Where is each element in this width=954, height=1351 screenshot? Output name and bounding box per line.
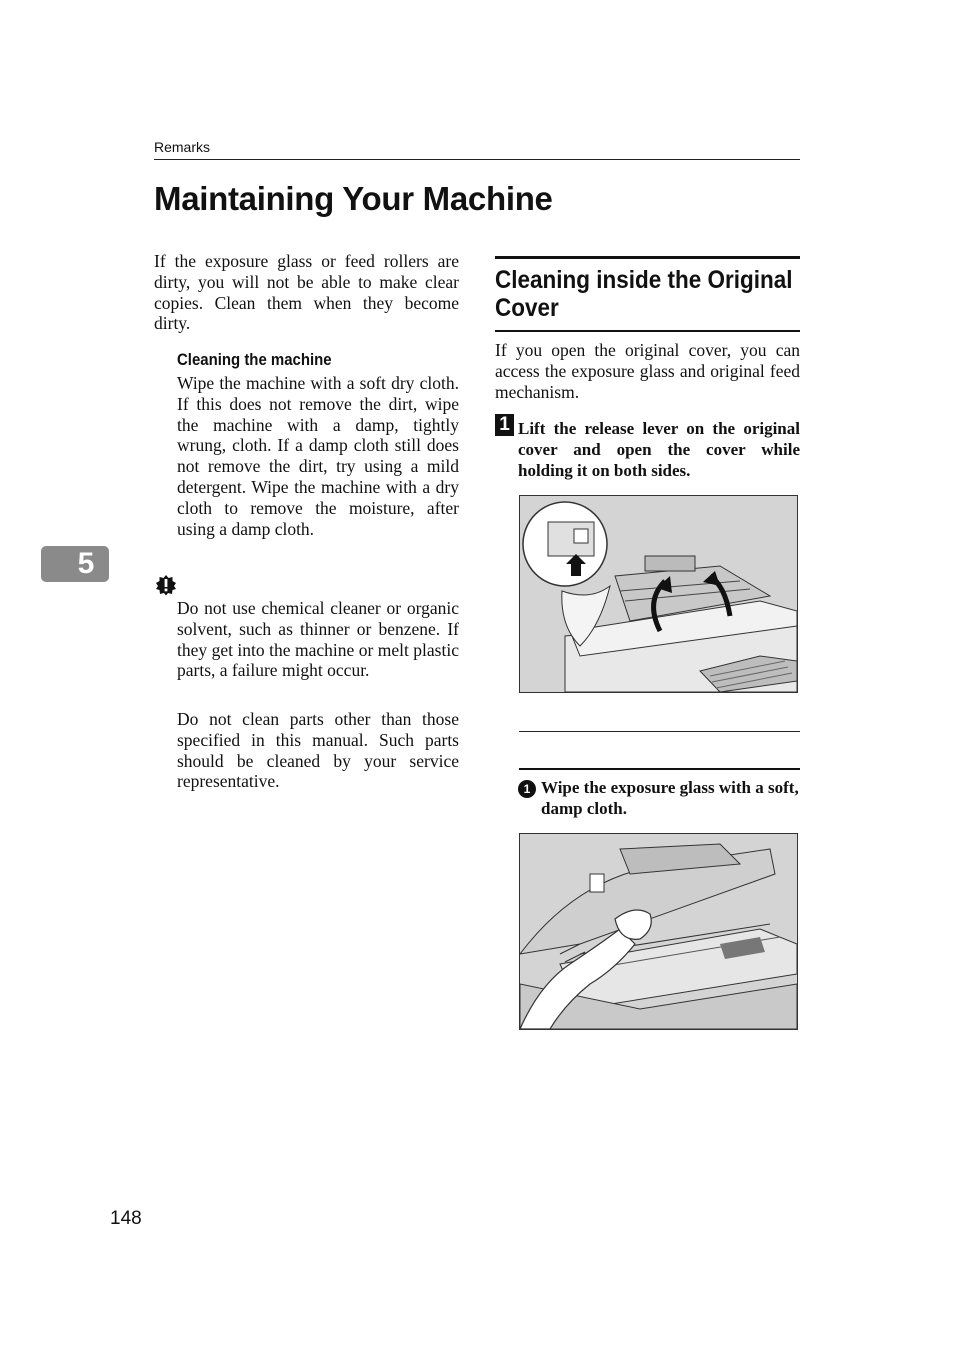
figure-wipe-exposure-glass — [519, 833, 798, 1030]
intro-paragraph: If the exposure glass or feed rollers are dirty, you will not be able to make clear copies. Clean them when they become dirty. — [154, 251, 459, 334]
figure-open-original-cover — [519, 495, 798, 693]
important-note-1: Do not use chemical cleaner or organic solvent, such as thinner or benzene. If they get into the machine or melt plastic parts, a failure might occur. — [177, 598, 459, 681]
substep-1-badge: 1 — [518, 780, 536, 798]
step-1-text: Lift the release lever on the original cover and open the cover while holding it on both sides. — [518, 419, 800, 480]
substep-rule — [519, 768, 800, 770]
section-rule-bottom — [495, 330, 800, 332]
important-note-2: Do not clean parts other than those specified in this manual. Such parts should be cleaned by your service representative. — [177, 709, 459, 792]
section-intro-paragraph: If you open the original cover, you can access the exposure glass and original feed mechanism. — [495, 340, 800, 402]
cleaning-paragraph: Wipe the machine with a soft dry cloth. If this does not remove the dirt, wipe the machine with a damp, tightly wrung, cloth. If a damp cloth still does not remove the dirt, try using a mild detergent. Wipe the machine with a dry cloth to remove the moisture, after using a damp cloth. — [177, 373, 459, 539]
section-heading-line-1: Cleaning inside the Original — [495, 266, 793, 294]
divider-rule — [519, 731, 800, 732]
section-rule-top — [495, 256, 800, 259]
substep-1-text: Wipe the exposure glass with a soft, damp cloth. — [541, 778, 799, 818]
sub-heading-cleaning-machine: Cleaning the machine — [177, 350, 332, 369]
step-1-badge: 1 — [495, 414, 514, 436]
important-icon — [155, 574, 177, 596]
section-heading — [495, 266, 793, 322]
header-rule — [154, 159, 800, 160]
page-number: 148 — [110, 1208, 142, 1229]
chapter-tab-number: 5 — [77, 547, 95, 580]
running-header: Remarks — [154, 139, 211, 155]
section-heading-line-2: Cover — [495, 294, 559, 322]
page-title: Maintaining Your Machine — [154, 180, 553, 217]
